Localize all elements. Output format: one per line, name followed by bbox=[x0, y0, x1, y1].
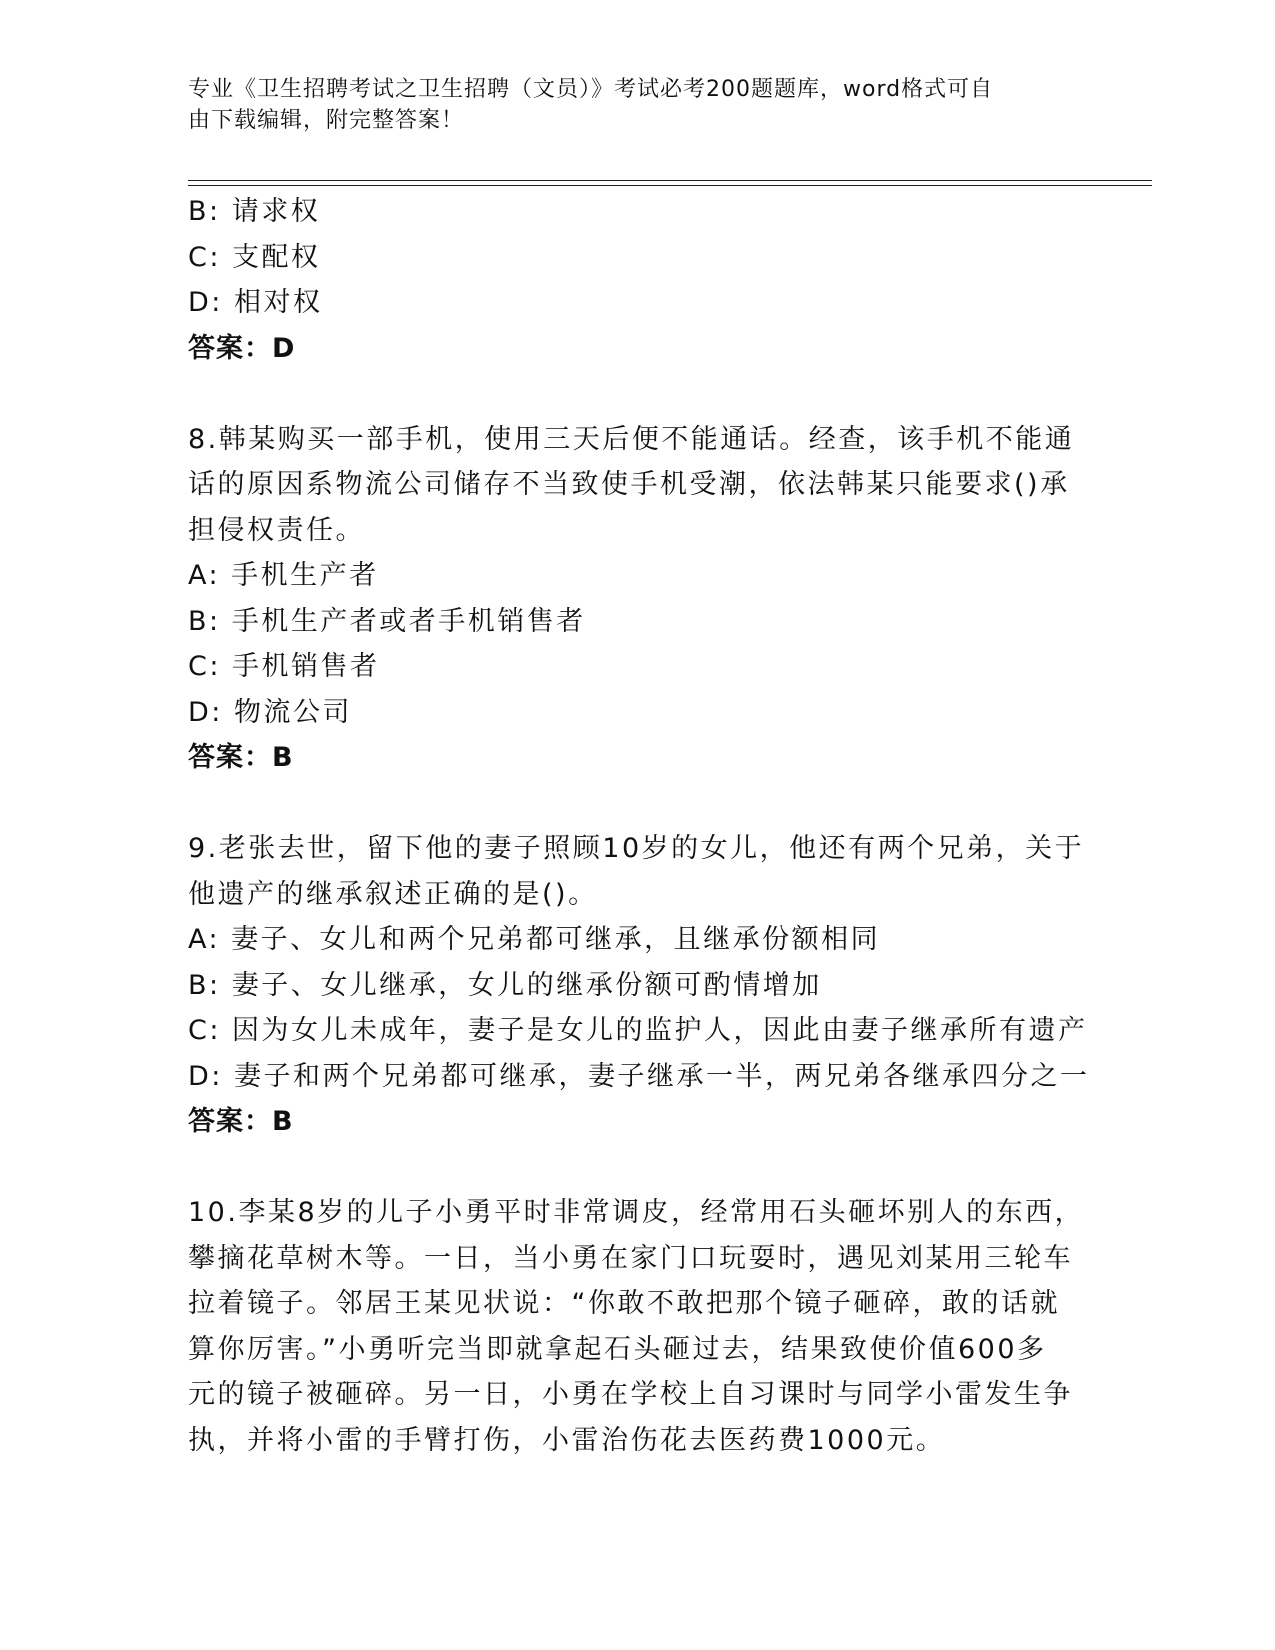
document-body bbox=[188, 189, 1088, 1463]
question-text-line: 算你厉害。”小勇听完当即就拿起石头砸过去，结果致使价值600多 bbox=[188, 1333, 1047, 1365]
option-b: B: 手机生产者或者手机销售者 bbox=[188, 605, 586, 637]
question-text-line: 执，并将小雷的手臂打伤，小雷治伤花去医药费1000元。 bbox=[188, 1424, 946, 1456]
question-8 bbox=[188, 417, 1088, 781]
option-b: B: 妻子、女儿继承，女儿的继承份额可酌情增加 bbox=[188, 969, 822, 1001]
header-divider-bottom bbox=[188, 185, 1152, 186]
option-d: D: 相对权 bbox=[188, 287, 323, 318]
header-divider-top bbox=[188, 180, 1152, 181]
answer-label: 答案：D bbox=[188, 332, 296, 364]
question-text-line: 8.韩某购买一部手机，使用三天后便不能通话。经查，该手机不能通 bbox=[188, 423, 1075, 455]
question-text-line: 话的原因系物流公司储存不当致使手机受潮，依法韩某只能要求()承 bbox=[188, 469, 1070, 500]
header-title-line-2: 由下载编辑，附完整答案！ bbox=[188, 108, 465, 133]
question-text-line: 拉着镜子。邻居王某见状说：“你敢不敢把那个镜子砸碎，敢的话就 bbox=[188, 1288, 1060, 1319]
option-c: C: 手机销售者 bbox=[188, 651, 380, 682]
answer-label: 答案：B bbox=[188, 742, 294, 773]
question-9 bbox=[188, 826, 1088, 1145]
option-a: A: 手机生产者 bbox=[188, 560, 379, 591]
option-d: D: 物流公司 bbox=[188, 696, 352, 728]
question-text-line: 10.李某8岁的儿子小勇平时非常调皮，经常用石头砸坏别人的东西， bbox=[188, 1197, 1085, 1228]
option-a: A: 妻子、女儿和两个兄弟都可继承，且继承份额相同 bbox=[188, 924, 881, 955]
spacer bbox=[188, 781, 1088, 827]
spacer bbox=[188, 371, 1088, 417]
question-text-line: 元的镜子被砸碎。另一日，小勇在学校上自习课时与同学小雷发生争 bbox=[188, 1379, 1073, 1410]
question-10 bbox=[188, 1190, 1088, 1463]
option-d: D: 妻子和两个兄弟都可继承，妻子继承一半，两兄弟各继承四分之一 bbox=[188, 1060, 1090, 1092]
question-text-line: 9.老张去世，留下他的妻子照顾10岁的女儿，他还有两个兄弟，关于 bbox=[188, 833, 1085, 864]
option-c: C: 支配权 bbox=[188, 241, 321, 273]
question-text-line: 担侵权责任。 bbox=[188, 514, 365, 546]
spacer bbox=[188, 1145, 1088, 1191]
header-title-line-1: 专业《卫生招聘考试之卫生招聘（文员）》考试必考200题题库，word格式可自 bbox=[188, 77, 994, 102]
option-c: C: 因为女儿未成年，妻子是女儿的监护人，因此由妻子继承所有遗产 bbox=[188, 1015, 1088, 1046]
page-header bbox=[188, 74, 1068, 136]
question-7-continued bbox=[188, 189, 1088, 371]
question-text-line: 他遗产的继承叙述正确的是()。 bbox=[188, 878, 598, 910]
question-text-line: 攀摘花草树木等。一日，当小勇在家门口玩耍时，遇见刘某用三轮车 bbox=[188, 1242, 1073, 1274]
option-b: B: 请求权 bbox=[188, 196, 321, 227]
answer-label: 答案：B bbox=[188, 1106, 294, 1137]
